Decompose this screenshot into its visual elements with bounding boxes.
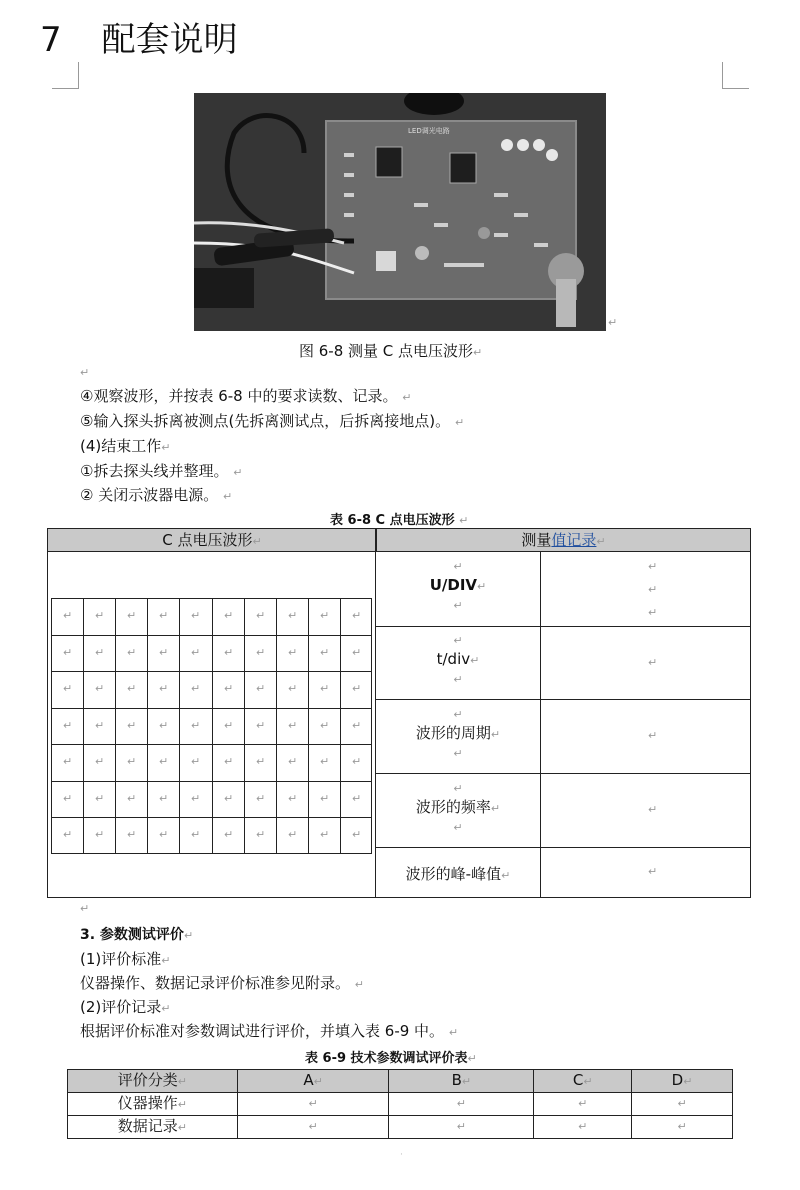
- table-6-9-title: 表 6-9 技术参数调试评价表↵: [305, 1051, 477, 1066]
- grid-cell: ↵: [191, 719, 201, 732]
- grid-cell: ↵: [288, 646, 298, 659]
- grid-cell: ↵: [63, 828, 73, 841]
- grid-cell: ↵: [352, 646, 362, 659]
- grid-cell: ↵: [320, 646, 330, 659]
- grid-cell: ↵: [191, 646, 201, 659]
- grid-cell: ↵: [256, 609, 266, 622]
- grid-cell: ↵: [352, 792, 362, 805]
- step-2: ② 关闭示波器电源。 ↵: [80, 486, 233, 504]
- grid-cell: ↵: [95, 646, 105, 659]
- grid-cell: ↵: [127, 609, 137, 622]
- grid-cell: ↵: [127, 828, 137, 841]
- grid-cell: ↵: [320, 792, 330, 805]
- table-row: 数据记录↵ ↵ ↵ ↵ ↵: [68, 1116, 733, 1139]
- grid-cell: ↵: [320, 828, 330, 841]
- grid-cell: ↵: [95, 719, 105, 732]
- section-3-line2: 根据评价标准对参数调试进行评价，并填入表 6-9 中。 ↵: [80, 1022, 459, 1040]
- grid-cell: ↵: [288, 755, 298, 768]
- figure-caption: 图 6-8 测量 C 点电压波形↵: [299, 342, 483, 360]
- grid-cell: ↵: [63, 646, 73, 659]
- grid-cell: ↵: [288, 828, 298, 841]
- grid-cell: ↵: [224, 646, 234, 659]
- grid-cell: ↵: [127, 755, 137, 768]
- section-title: 配套说明: [101, 20, 238, 60]
- margin-corner-left: [52, 62, 79, 89]
- grid-cell: ↵: [191, 792, 201, 805]
- header-b: B↵: [389, 1070, 534, 1093]
- grid-cell: ↵: [288, 682, 298, 695]
- header-c: C↵: [534, 1070, 632, 1093]
- grid-cell: ↵: [256, 792, 266, 805]
- grid-cell: ↵: [127, 682, 137, 695]
- paragraph-mark: ↵: [608, 316, 618, 329]
- grid-cell: ↵: [224, 828, 234, 841]
- grid-cell: ↵: [288, 719, 298, 732]
- section-heading: [40, 18, 238, 62]
- grid-cell: ↵: [320, 609, 330, 622]
- grid-cell: ↵: [224, 792, 234, 805]
- paragraph-mark: ↵: [80, 366, 90, 379]
- grid-cell: ↵: [256, 646, 266, 659]
- step-4: ④观察波形，并按表 6-8 中的要求读数、记录。 ↵: [80, 387, 412, 405]
- grid-cell: ↵: [95, 755, 105, 768]
- grid-cell: ↵: [256, 719, 266, 732]
- grid-cell: ↵: [95, 828, 105, 841]
- grid-cell: ↵: [352, 755, 362, 768]
- header-category: 评价分类↵: [68, 1070, 238, 1093]
- paragraph-mark: ↵: [80, 902, 90, 915]
- grid-cell: ↵: [95, 609, 105, 622]
- grid-cell: ↵: [288, 792, 298, 805]
- grid-cell: ↵: [352, 609, 362, 622]
- section-3-sub1: (1)评价标准↵: [80, 950, 171, 968]
- table-6-9: [67, 1069, 733, 1139]
- margin-corner-right: [722, 62, 749, 89]
- row-label-tdiv: ↵ t/div↵ ↵: [436, 634, 480, 686]
- row-label-frequency: ↵ 波形的频率↵ ↵: [415, 782, 501, 834]
- table-header-row: [68, 1070, 733, 1093]
- circuit-board-photo: [194, 93, 606, 331]
- grid-cell: ↵: [352, 719, 362, 732]
- grid-cell: ↵: [256, 755, 266, 768]
- grid-cell: ↵: [159, 755, 169, 768]
- row-data-record: 数据记录↵: [68, 1116, 238, 1139]
- grid-cell: ↵: [159, 609, 169, 622]
- grid-cell: ↵: [224, 719, 234, 732]
- section-3-heading: 3. 参数测试评价↵: [80, 927, 194, 943]
- grid-cell: ↵: [63, 682, 73, 695]
- grid-cell: ↵: [95, 682, 105, 695]
- section-3-line1: 仪器操作、数据记录评价标准参见附录。 ↵: [80, 974, 365, 992]
- grid-cell: ↵: [256, 682, 266, 695]
- grid-cell: ↵: [159, 828, 169, 841]
- row-label-peak: 波形的峰-峰值↵: [405, 865, 511, 883]
- grid-cell: ↵: [256, 828, 266, 841]
- table-header-record: 测量值记录↵: [376, 529, 750, 552]
- grid-cell: ↵: [191, 828, 201, 841]
- grid-cell: ↵: [352, 682, 362, 695]
- grid-cell: ↵: [159, 792, 169, 805]
- row-instrument-operation: 仪器操作↵: [68, 1093, 238, 1116]
- grid-cell: ↵: [288, 609, 298, 622]
- grid-cell: ↵: [320, 682, 330, 695]
- grid-cell: ↵: [224, 755, 234, 768]
- table-row: 仪器操作↵ ↵ ↵ ↵ ↵: [68, 1093, 733, 1116]
- page-mark: ·: [400, 1150, 403, 1160]
- header-a: A↵: [237, 1070, 389, 1093]
- grid-cell: ↵: [159, 682, 169, 695]
- grid-cell: ↵: [191, 755, 201, 768]
- grid-cell: ↵: [320, 719, 330, 732]
- table-6-8: C 点电压波形↵ 测量值记录↵ ↵ U/DIV↵ ↵ ↵ t/div↵ ↵ ↵ 波形的周期↵ ↵ ↵ 波形的频率↵ ↵ 波形的峰-峰值↵ ↵ ↵ ↵ ↵ ↵ ↵ ↵ ↵ ↵ ↵ ↵ ↵ ↵ ↵ ↵ ↵ ↵ ↵ ↵ ↵ ↵ ↵ ↵ ↵ ↵ ↵ ↵ ↵ ↵ ↵ ↵ ↵ ↵ ↵ ↵ ↵ ↵ ↵ ↵ ↵ ↵ ↵ ↵ ↵ ↵ ↵ ↵ ↵ ↵ ↵ ↵ ↵ ↵ ↵ ↵ ↵ ↵ ↵ ↵ ↵ ↵ ↵ ↵ ↵ ↵ ↵ ↵ ↵ ↵ ↵ ↵ ↵ ↵ ↵ ↵ ↵ ↵: [47, 528, 751, 898]
- waveform-grid: [51, 598, 372, 854]
- grid-cell: ↵: [63, 719, 73, 732]
- grid-cell: ↵: [63, 792, 73, 805]
- step-1: ①拆去探头线并整理。 ↵: [80, 462, 243, 480]
- grid-cell: ↵: [191, 609, 201, 622]
- grid-cell: ↵: [320, 755, 330, 768]
- step-5: ⑤输入探头拆离被测点(先拆离测试点，后拆离接地点)。 ↵: [80, 412, 465, 430]
- table-6-8-title: 表 6-8 C 点电压波形 ↵: [330, 513, 469, 528]
- grid-cell: ↵: [127, 646, 137, 659]
- table-header-waveform: C 点电压波形↵: [48, 529, 376, 552]
- board-label: LED调光电路: [408, 127, 450, 135]
- section-number: 7: [40, 20, 62, 60]
- step-end-work: (4)结束工作↵: [80, 437, 171, 455]
- section-3-sub2: (2)评价记录↵: [80, 998, 171, 1016]
- grid-cell: ↵: [352, 828, 362, 841]
- grid-cell: ↵: [127, 792, 137, 805]
- grid-cell: ↵: [95, 792, 105, 805]
- grid-cell: ↵: [191, 682, 201, 695]
- grid-cell: ↵: [63, 755, 73, 768]
- grid-cell: ↵: [127, 719, 137, 732]
- grid-cell: ↵: [159, 646, 169, 659]
- grid-cell: ↵: [224, 609, 234, 622]
- grid-cell: ↵: [63, 609, 73, 622]
- row-label-period: ↵ 波形的周期↵ ↵: [415, 708, 501, 760]
- header-d: D↵: [632, 1070, 733, 1093]
- grid-cell: ↵: [159, 719, 169, 732]
- row-label-udiv: ↵ U/DIV↵ ↵: [429, 560, 487, 612]
- grid-cell: ↵: [224, 682, 234, 695]
